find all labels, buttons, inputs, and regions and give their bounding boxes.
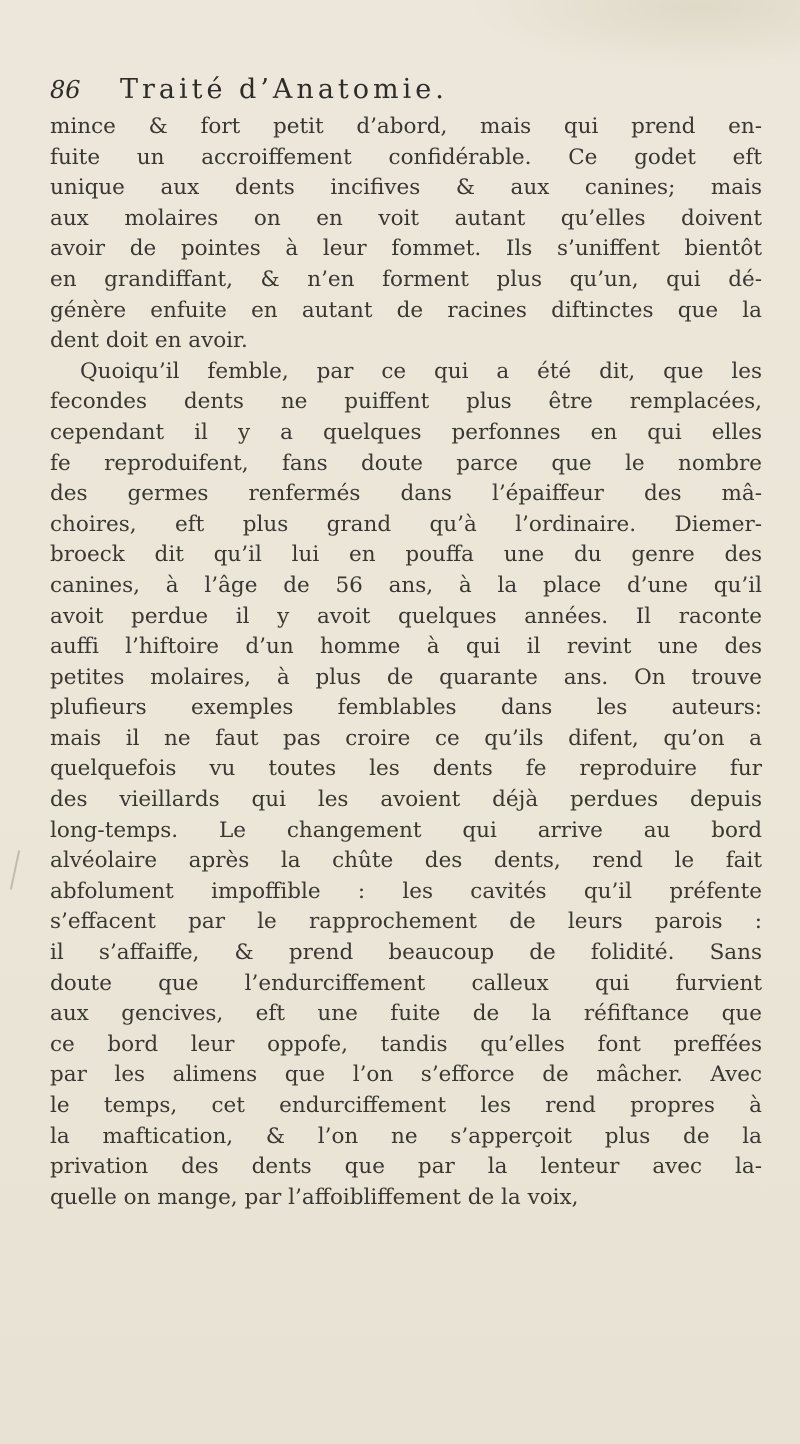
text-line: quelquefois vu toutes les dents fe reproduire fur <box>50 756 762 782</box>
text-line: long-temps. Le changement qui arrive au bord <box>50 817 762 843</box>
text-line: choires, eft plus grand qu’à l’ordinaire. Diemer- <box>50 511 762 537</box>
text-line: cependant il y a quelques perfonnes en qui elles <box>50 419 762 445</box>
text-line: aux molaires on en voit autant qu’elles doivent <box>50 205 762 231</box>
text-line: mais il ne faut pas croire ce qu’ils difent, qu’on a <box>50 725 762 751</box>
text-line: privation des dents que par la lenteur avec la- <box>50 1154 762 1180</box>
page-number: 86 <box>50 76 81 104</box>
text-line: en grandiffant, & n’en forment plus qu’un, qui dé- <box>50 266 762 292</box>
text-line: avoir de pointes à leur fommet. Ils s’uniffent bientôt <box>50 236 762 262</box>
text-line: ce bord leur oppofe, tandis qu’elles font preffées <box>50 1031 762 1057</box>
text-line: la maftication, & l’on ne s’apperçoit plus de la <box>50 1123 762 1149</box>
text-line: alvéolaire après la chûte des dents, rend le fait <box>50 848 762 874</box>
body-text <box>50 112 762 1213</box>
text-line: fecondes dents ne puiffent plus être remplacées, <box>50 389 762 415</box>
text-line: s’effacent par le rapprochement de leurs parois : <box>50 909 762 935</box>
page-header <box>50 74 762 108</box>
text-line: petites molaires, à plus de quarante ans. On trouve <box>50 664 762 690</box>
text-line: aux gencives, eft une fuite de la réfiftance que <box>50 1001 762 1027</box>
text-line: génère enfuite en autant de racines diftinctes que la <box>50 297 762 323</box>
text-line: canines, à l’âge de 56 ans, à la place d’une qu’il <box>50 572 762 598</box>
text-line: abfolument impoffible : les cavités qu’il préfente <box>50 878 762 904</box>
text-line: auffi l’hiftoire d’un homme à qui il revint une des <box>50 634 762 660</box>
text-line: dent doit en avoir. <box>50 328 248 354</box>
text-line: le temps, cet endurciffement les rend propres à <box>50 1093 762 1118</box>
text-line: plufieurs exemples femblables dans les auteurs: <box>50 695 762 721</box>
text-line: des germes renfermés dans l’épaiffeur des mâ- <box>50 481 762 507</box>
text-line: fe reproduifent, fans doute parce que le nombre <box>50 450 762 476</box>
text-line: par les alimens que l’on s’efforce de mâcher. Avec <box>50 1062 762 1088</box>
text-line: Quoiqu’il femble, par ce qui a été dit, que les <box>80 358 762 384</box>
text-line: doute que l’endurciffement calleux qui furvient <box>50 970 762 996</box>
running-title: Traité d’Anatomie. <box>120 74 448 105</box>
text-line: unique aux dents incifives & aux canines; mais <box>50 175 762 201</box>
text-line: mince & fort petit d’abord, mais qui prend en- <box>50 114 762 139</box>
text-line: broeck dit qu’il lui en pouffa une du genre des <box>50 542 762 568</box>
text-line: il s’affaiffe, & prend beaucoup de folidité. Sans <box>50 940 762 966</box>
text-line: quelle on mange, par l’affoibliffement de la voix, <box>50 1184 579 1210</box>
paper-stain <box>470 0 800 70</box>
margin-mark <box>10 850 20 890</box>
text-line: fuite un accroiffement confidérable. Ce godet eft <box>50 144 762 170</box>
text-line: avoit perdue il y avoit quelques années. Il raconte <box>50 603 762 629</box>
text-line: des vieillards qui les avoient déjà perdues depuis <box>50 787 762 813</box>
